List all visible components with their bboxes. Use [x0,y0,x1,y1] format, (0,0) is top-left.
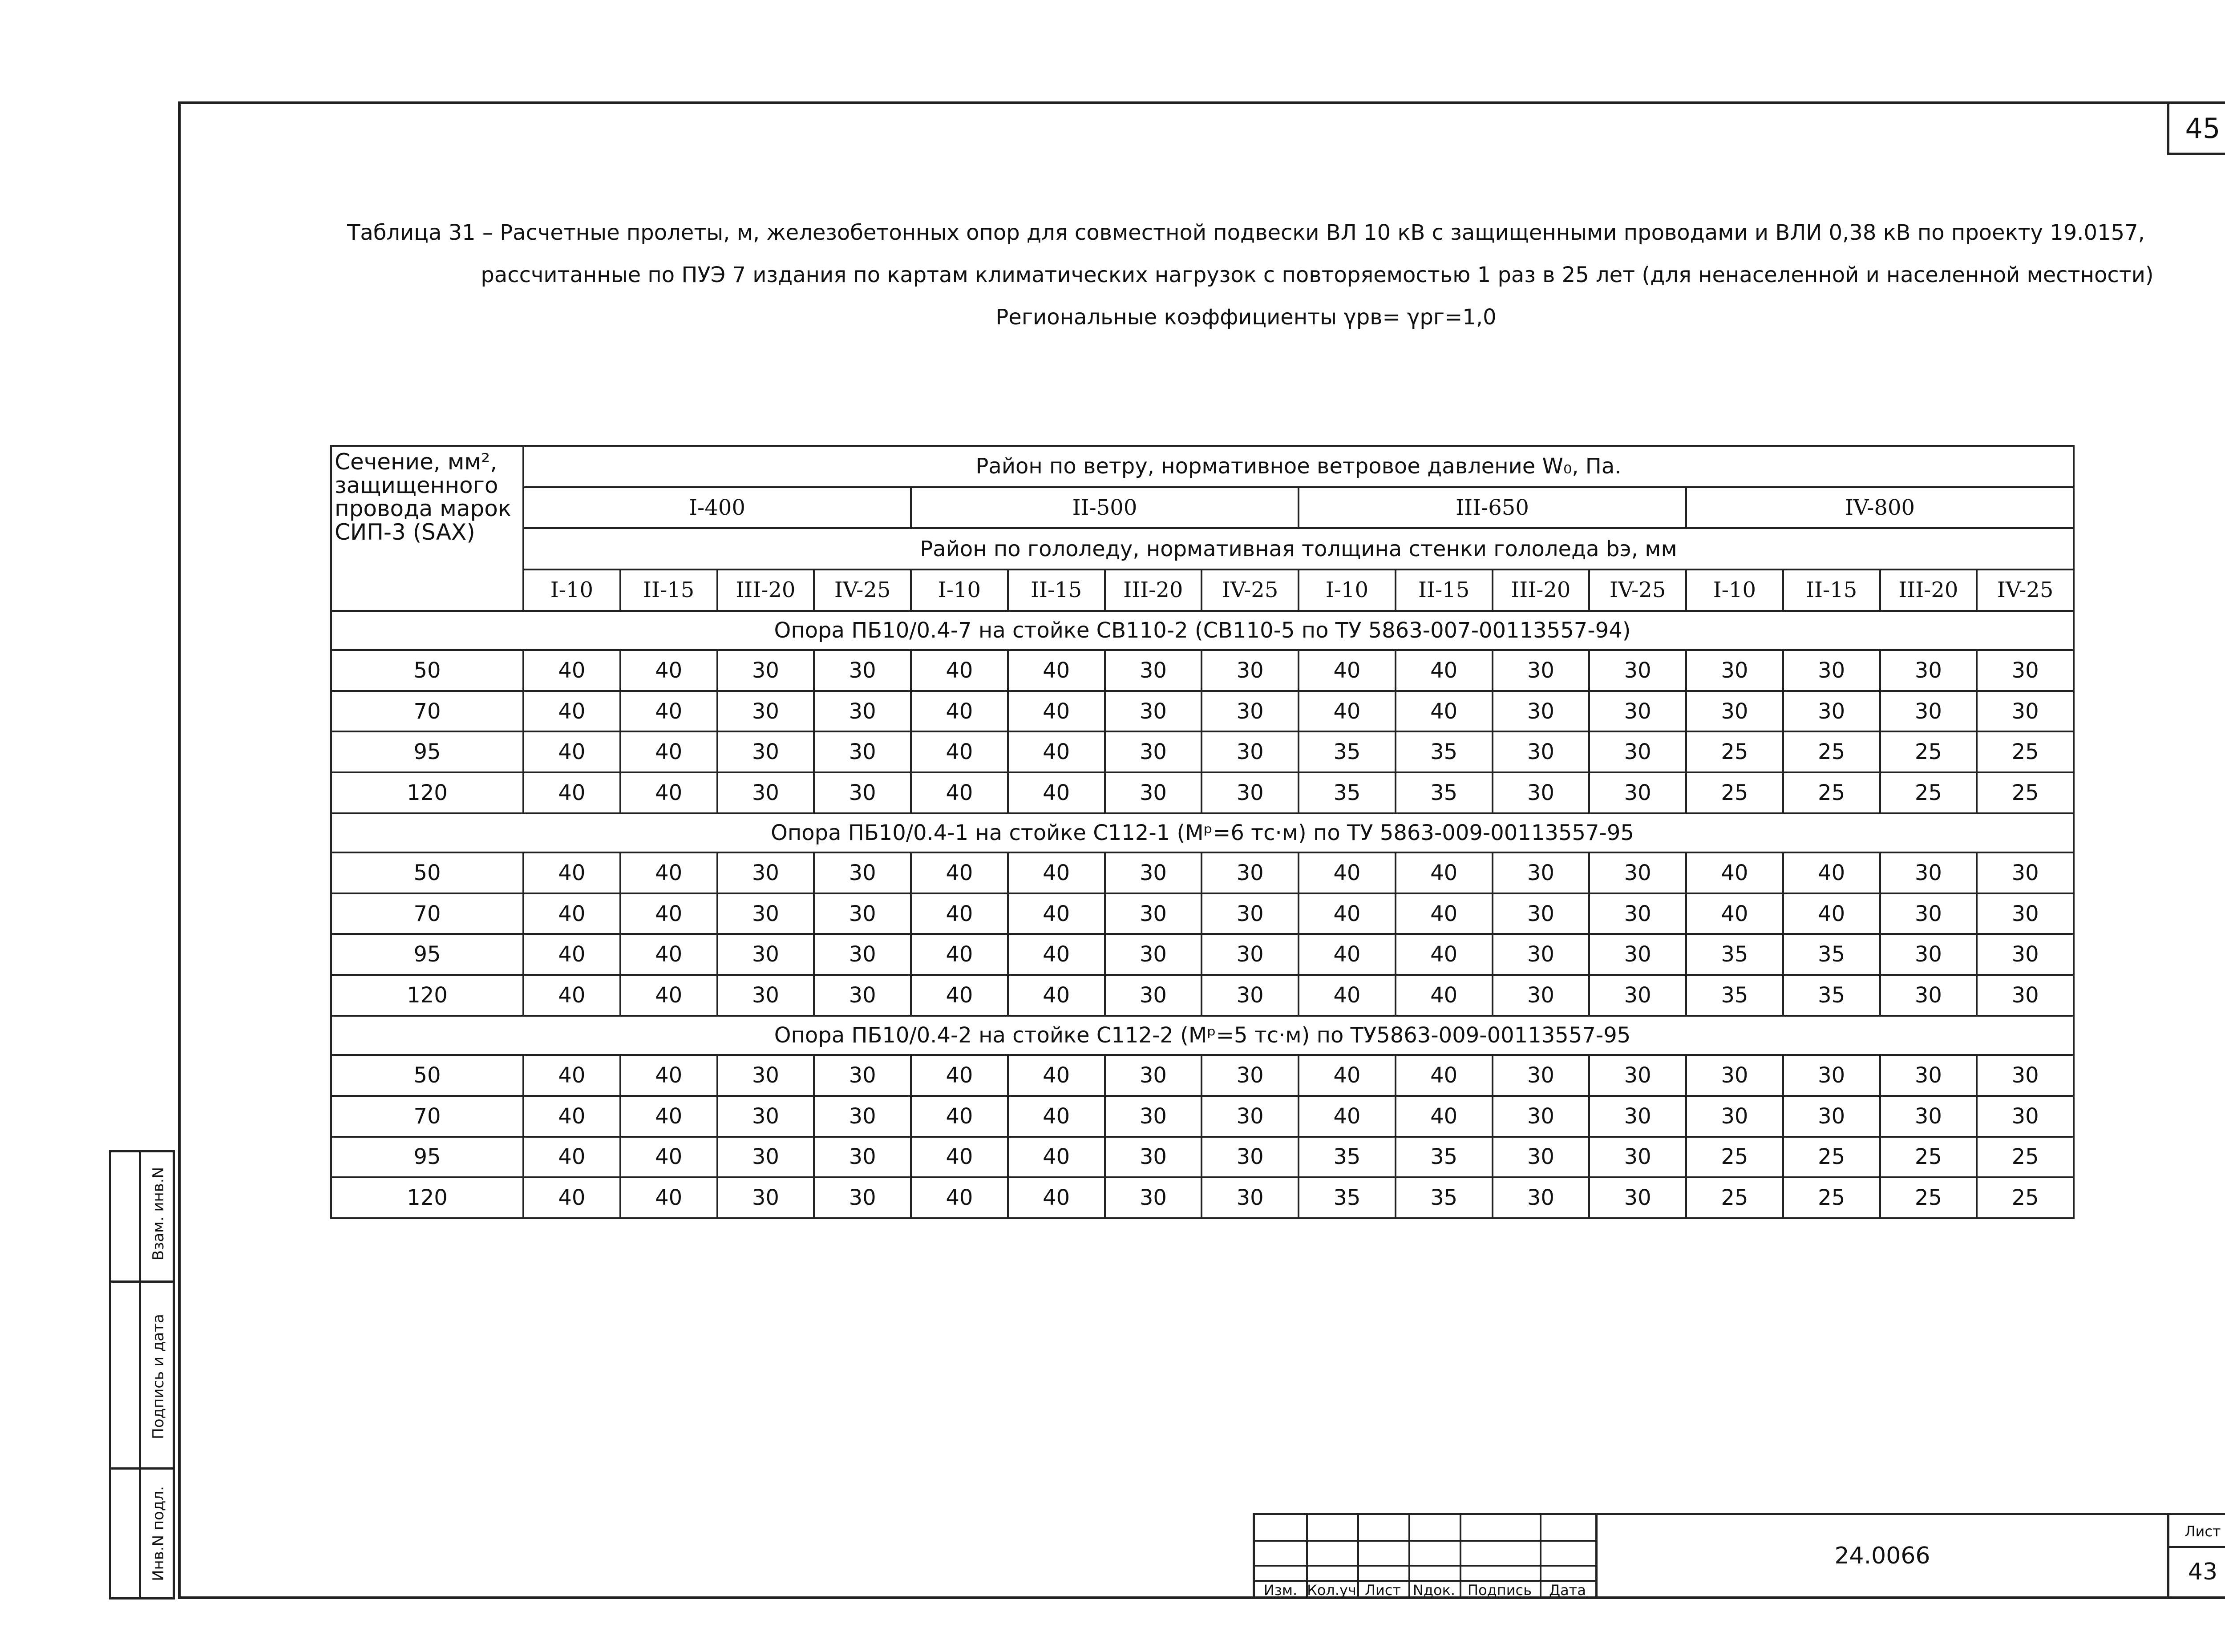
span-value-cell: 30 [717,1096,814,1137]
span-value-cell: 40 [911,650,1008,691]
table-row [331,893,2074,934]
span-value-cell: 25 [1880,1137,1977,1178]
span-value-cell: 40 [620,650,717,691]
span-value-cell: 40 [523,1055,620,1096]
span-value-cell: 30 [1589,731,1686,772]
span-value-cell: 30 [1493,1137,1590,1178]
ice-region-header: IV-25 [814,570,911,611]
table-row [331,731,2074,772]
span-value-cell: 30 [1589,650,1686,691]
span-value-cell: 40 [523,1096,620,1137]
span-value-cell: 30 [1589,1137,1686,1178]
span-value-cell: 30 [1977,691,2074,732]
table-row [331,934,2074,975]
span-value-cell: 30 [1686,1055,1783,1096]
span-value-cell: 40 [1783,893,1880,934]
document-number: 24.0066 [1834,1543,1930,1569]
table-row [331,975,2074,1016]
span-value-cell: 30 [717,691,814,732]
span-value-cell: 30 [1105,975,1202,1016]
span-value-cell: 40 [911,975,1008,1016]
span-value-cell: 40 [1008,1137,1105,1178]
span-value-cell: 40 [911,1055,1008,1096]
sheet-number: 43 [2188,1559,2218,1585]
ice-region-header: I-10 [1686,570,1783,611]
span-value-cell: 30 [1493,1055,1590,1096]
span-value-cell: 30 [1202,650,1299,691]
span-value-cell: 30 [1202,934,1299,975]
span-value-cell: 30 [717,650,814,691]
span-value-cell: 30 [814,731,911,772]
vzam-inv-label: Взам. инв.N [150,1167,167,1261]
span-value-cell: 30 [1589,975,1686,1016]
span-value-cell: 35 [1396,772,1493,813]
span-value-cell: 40 [523,893,620,934]
ice-region-header: III-20 [1493,570,1590,611]
span-value-cell: 30 [1105,691,1202,732]
span-value-cell: 40 [1396,893,1493,934]
span-value-cell: 30 [1686,691,1783,732]
wind-region-header: IV-800 [1686,487,2074,529]
ice-region-header: II-15 [1783,570,1880,611]
span-value-cell: 40 [911,1177,1008,1218]
span-value-cell: 40 [911,934,1008,975]
span-value-cell: 30 [1105,650,1202,691]
span-value-cell: 40 [1783,852,1880,893]
span-value-cell: 40 [523,650,620,691]
span-value-cell: 35 [1396,1137,1493,1178]
span-value-cell: 40 [1686,852,1783,893]
table-row [331,1177,2074,1218]
corner-header: Сечение, мм², защищенного провода марок СИП-3 (SAX) [331,446,523,611]
podpis-data-label: Подпись и дата [150,1314,167,1439]
span-value-cell: 30 [717,731,814,772]
podpis-label: Подпись [1468,1582,1532,1599]
span-value-cell: 35 [1299,772,1396,813]
span-value-cell: 40 [1396,1096,1493,1137]
table-row [331,691,2074,732]
span-value-cell: 40 [1008,975,1105,1016]
span-value-cell: 25 [1783,731,1880,772]
ice-region-header: II-15 [1396,570,1493,611]
span-value-cell: 30 [1493,975,1590,1016]
span-value-cell: 30 [1977,650,2074,691]
cross-section-cell: 70 [331,691,523,732]
support-type-title: Опора ПБ10/0.4-2 на стойке С112-2 (Мᵖ=5 тс·м) по ТУ5863-009-00113557-95 [331,1016,2074,1055]
span-value-cell: 30 [1202,731,1299,772]
span-value-cell: 30 [1686,1096,1783,1137]
span-value-cell: 40 [620,934,717,975]
span-value-cell: 25 [1686,1177,1783,1218]
span-value-cell: 30 [1105,934,1202,975]
support-type-title: Опора ПБ10/0.4-7 на стойке СВ110-2 (СВ110-5 по ТУ 5863-007-00113557-94) [331,611,2074,650]
span-value-cell: 30 [1202,852,1299,893]
span-value-cell: 40 [1396,852,1493,893]
span-value-cell: 40 [620,1055,717,1096]
span-value-cell: 30 [717,1055,814,1096]
wind-region-header: I-400 [523,487,911,529]
span-value-cell: 40 [1008,650,1105,691]
span-value-cell: 35 [1396,1177,1493,1218]
span-value-cell: 30 [1105,772,1202,813]
span-value-cell: 40 [1008,731,1105,772]
span-value-cell: 30 [1783,691,1880,732]
kol-uch-label: Кол.уч [1307,1582,1356,1599]
span-value-cell: 30 [1202,975,1299,1016]
span-value-cell: 25 [1977,1177,2074,1218]
support-type-title: Опора ПБ10/0.4-1 на стойке С112-1 (Мᵖ=6 тс·м) по ТУ 5863-009-00113557-95 [331,813,2074,853]
span-value-cell: 30 [1493,852,1590,893]
span-value-cell: 25 [1783,1177,1880,1218]
span-value-cell: 30 [1880,1055,1977,1096]
span-value-cell: 30 [717,893,814,934]
span-value-cell: 30 [1493,1177,1590,1218]
spans-table-body [331,446,2074,1218]
span-value-cell: 30 [1589,1177,1686,1218]
span-value-cell: 40 [1008,772,1105,813]
span-value-cell: 30 [814,1055,911,1096]
span-value-cell: 40 [523,1177,620,1218]
span-value-cell: 30 [717,1177,814,1218]
span-value-cell: 30 [1202,772,1299,813]
izm-label: Изм. [1263,1582,1298,1599]
span-value-cell: 40 [1299,1096,1396,1137]
span-value-cell: 40 [911,772,1008,813]
span-value-cell: 25 [1686,731,1783,772]
span-value-cell: 35 [1783,934,1880,975]
sheet-label: Лист [2185,1523,2221,1540]
span-value-cell: 30 [1493,650,1590,691]
span-value-cell: 40 [620,731,717,772]
span-value-cell: 25 [1977,1137,2074,1178]
span-value-cell: 40 [1008,852,1105,893]
span-value-cell: 30 [1977,1055,2074,1096]
cross-section-cell: 95 [331,934,523,975]
span-value-cell: 30 [814,975,911,1016]
table-row [331,852,2074,893]
span-value-cell: 30 [1589,934,1686,975]
span-value-cell: 30 [1589,691,1686,732]
span-value-cell: 30 [717,1137,814,1178]
span-value-cell: 25 [1686,772,1783,813]
span-value-cell: 30 [814,691,911,732]
span-value-cell: 25 [1880,1177,1977,1218]
span-value-cell: 30 [717,852,814,893]
span-value-cell: 30 [1493,1096,1590,1137]
span-value-cell: 25 [1880,731,1977,772]
span-value-cell: 30 [1977,893,2074,934]
span-value-cell: 35 [1783,975,1880,1016]
span-value-cell: 30 [1493,772,1590,813]
span-value-cell: 40 [1396,934,1493,975]
table-title-line2: рассчитанные по ПУЭ 7 издания по картам климатических нагрузок с повторяемостью 1 раз в 25 лет (для ненаселенной и населенной местности) [481,263,2154,287]
span-value-cell: 30 [1202,1177,1299,1218]
span-value-cell: 40 [1396,1055,1493,1096]
table-title-line3: Региональные коэффициенты γрв= γрг=1,0 [995,305,1497,330]
span-value-cell: 25 [1783,772,1880,813]
span-value-cell: 40 [523,1137,620,1178]
span-value-cell: 30 [1105,1177,1202,1218]
span-value-cell: 35 [1299,1137,1396,1178]
side-strip [109,1150,175,1599]
span-value-cell: 30 [814,1096,911,1137]
span-value-cell: 30 [717,975,814,1016]
span-value-cell: 40 [620,893,717,934]
span-value-cell: 30 [1105,852,1202,893]
ice-region-header: I-10 [523,570,620,611]
wind-region-header: III-650 [1299,487,1686,529]
span-value-cell: 30 [1783,650,1880,691]
span-value-cell: 25 [1977,772,2074,813]
span-value-cell: 30 [1977,934,2074,975]
span-value-cell: 40 [523,852,620,893]
cross-section-cell: 50 [331,852,523,893]
section-header-row [331,611,2074,650]
span-value-cell: 40 [1299,893,1396,934]
span-value-cell: 40 [1008,893,1105,934]
ice-region-header: I-10 [1299,570,1396,611]
cross-section-cell: 70 [331,893,523,934]
span-value-cell: 35 [1299,1177,1396,1218]
cross-section-cell: 120 [331,772,523,813]
wind-header: Район по ветру, нормативное ветровое давление W₀, Па. [523,446,2074,487]
wind-region-header: II-500 [911,487,1299,529]
span-value-cell: 40 [1299,1055,1396,1096]
cross-section-cell: 50 [331,1055,523,1096]
span-value-cell: 30 [1589,852,1686,893]
span-value-cell: 30 [814,650,911,691]
spans-table [330,445,2075,1219]
span-value-cell: 40 [1299,934,1396,975]
ice-region-header: III-20 [717,570,814,611]
span-value-cell: 30 [717,934,814,975]
inv-podl-label: Инв.N подл. [150,1486,167,1581]
span-value-cell: 30 [1589,893,1686,934]
span-value-cell: 30 [1686,650,1783,691]
ndok-label: Nдок. [1412,1582,1456,1599]
span-value-cell: 30 [1977,852,2074,893]
span-value-cell: 40 [620,852,717,893]
span-value-cell: 40 [620,975,717,1016]
span-value-cell: 40 [1396,691,1493,732]
span-value-cell: 30 [1880,1096,1977,1137]
ice-region-header: III-20 [1105,570,1202,611]
span-value-cell: 30 [1783,1055,1880,1096]
span-value-cell: 30 [1589,1055,1686,1096]
span-value-cell: 30 [814,1177,911,1218]
table-title-line1: Таблица 31 – Расчетные пролеты, м, железобетонных опор для совместной подвески ВЛ 10 кВ с защищенными проводами и ВЛИ 0,38 кВ по проекту 19.0157, [347,220,2145,245]
ice-region-header: III-20 [1880,570,1977,611]
span-value-cell: 25 [1977,731,2074,772]
span-value-cell: 40 [523,772,620,813]
span-value-cell: 40 [1008,691,1105,732]
ice-region-header: IV-25 [1977,570,2074,611]
table-row [331,1055,2074,1096]
span-value-cell: 30 [717,772,814,813]
list-label: Лист [1364,1582,1401,1599]
span-value-cell: 30 [814,852,911,893]
span-value-cell: 35 [1299,731,1396,772]
span-value-cell: 30 [1880,650,1977,691]
span-value-cell: 30 [1105,1137,1202,1178]
title-block [1253,1513,2225,1599]
span-value-cell: 30 [814,1137,911,1178]
span-value-cell: 30 [1202,1055,1299,1096]
cross-section-cell: 120 [331,1177,523,1218]
span-value-cell: 30 [1202,1137,1299,1178]
span-value-cell: 35 [1396,731,1493,772]
span-value-cell: 40 [1299,975,1396,1016]
span-value-cell: 40 [1299,852,1396,893]
span-value-cell: 30 [1880,934,1977,975]
span-value-cell: 25 [1783,1137,1880,1178]
span-value-cell: 25 [1686,1137,1783,1178]
section-header-row [331,813,2074,853]
span-value-cell: 30 [1977,975,2074,1016]
span-value-cell: 40 [911,1096,1008,1137]
cross-section-cell: 50 [331,650,523,691]
cross-section-cell: 95 [331,1137,523,1178]
ice-region-header: IV-25 [1589,570,1686,611]
span-value-cell: 40 [1008,1055,1105,1096]
span-value-cell: 30 [1105,1055,1202,1096]
span-value-cell: 40 [911,731,1008,772]
span-value-cell: 40 [911,691,1008,732]
span-value-cell: 40 [620,1177,717,1218]
span-value-cell: 30 [1783,1096,1880,1137]
span-value-cell: 40 [1396,650,1493,691]
span-value-cell: 40 [620,1137,717,1178]
span-value-cell: 40 [1008,934,1105,975]
cross-section-cell: 120 [331,975,523,1016]
span-value-cell: 40 [1008,1177,1105,1218]
ice-region-header: II-15 [1008,570,1105,611]
span-value-cell: 30 [1977,1096,2074,1137]
span-value-cell: 40 [911,852,1008,893]
span-value-cell: 30 [1202,691,1299,732]
span-value-cell: 40 [523,975,620,1016]
span-value-cell: 40 [620,691,717,732]
span-value-cell: 30 [1493,934,1590,975]
page-number: 45 [2167,101,2225,155]
span-value-cell: 40 [620,772,717,813]
span-value-cell: 40 [523,731,620,772]
ice-region-header: I-10 [911,570,1008,611]
table-row [331,1096,2074,1137]
span-value-cell: 25 [1880,772,1977,813]
table-row [331,772,2074,813]
span-value-cell: 30 [1880,852,1977,893]
span-value-cell: 40 [1008,1096,1105,1137]
span-value-cell: 40 [620,1096,717,1137]
span-value-cell: 30 [1589,1096,1686,1137]
span-value-cell: 30 [1493,731,1590,772]
span-value-cell: 30 [1493,691,1590,732]
span-value-cell: 30 [1880,975,1977,1016]
span-value-cell: 30 [814,772,911,813]
span-value-cell: 40 [911,893,1008,934]
span-value-cell: 40 [1299,650,1396,691]
ice-region-header: II-15 [620,570,717,611]
span-value-cell: 30 [814,934,911,975]
table-row [331,650,2074,691]
data-label: Дата [1549,1582,1586,1599]
span-value-cell: 30 [1589,772,1686,813]
section-header-row [331,1016,2074,1055]
span-value-cell: 30 [1493,893,1590,934]
span-value-cell: 30 [1105,731,1202,772]
span-value-cell: 35 [1686,934,1783,975]
ice-header: Район по гололеду, нормативная толщина стенки гололеда bэ, мм [523,528,2074,570]
span-value-cell: 40 [911,1137,1008,1178]
span-value-cell: 30 [814,893,911,934]
span-value-cell: 30 [1105,1096,1202,1137]
span-value-cell: 35 [1686,975,1783,1016]
span-value-cell: 30 [1105,893,1202,934]
span-value-cell: 40 [1299,691,1396,732]
span-value-cell: 40 [1396,975,1493,1016]
span-value-cell: 30 [1880,691,1977,732]
span-value-cell: 40 [523,934,620,975]
span-value-cell: 40 [523,691,620,732]
ice-region-header: IV-25 [1202,570,1299,611]
span-value-cell: 30 [1202,1096,1299,1137]
cross-section-cell: 70 [331,1096,523,1137]
span-value-cell: 30 [1880,893,1977,934]
cross-section-cell: 95 [331,731,523,772]
span-value-cell: 40 [1686,893,1783,934]
table-row [331,1137,2074,1178]
span-value-cell: 30 [1202,893,1299,934]
